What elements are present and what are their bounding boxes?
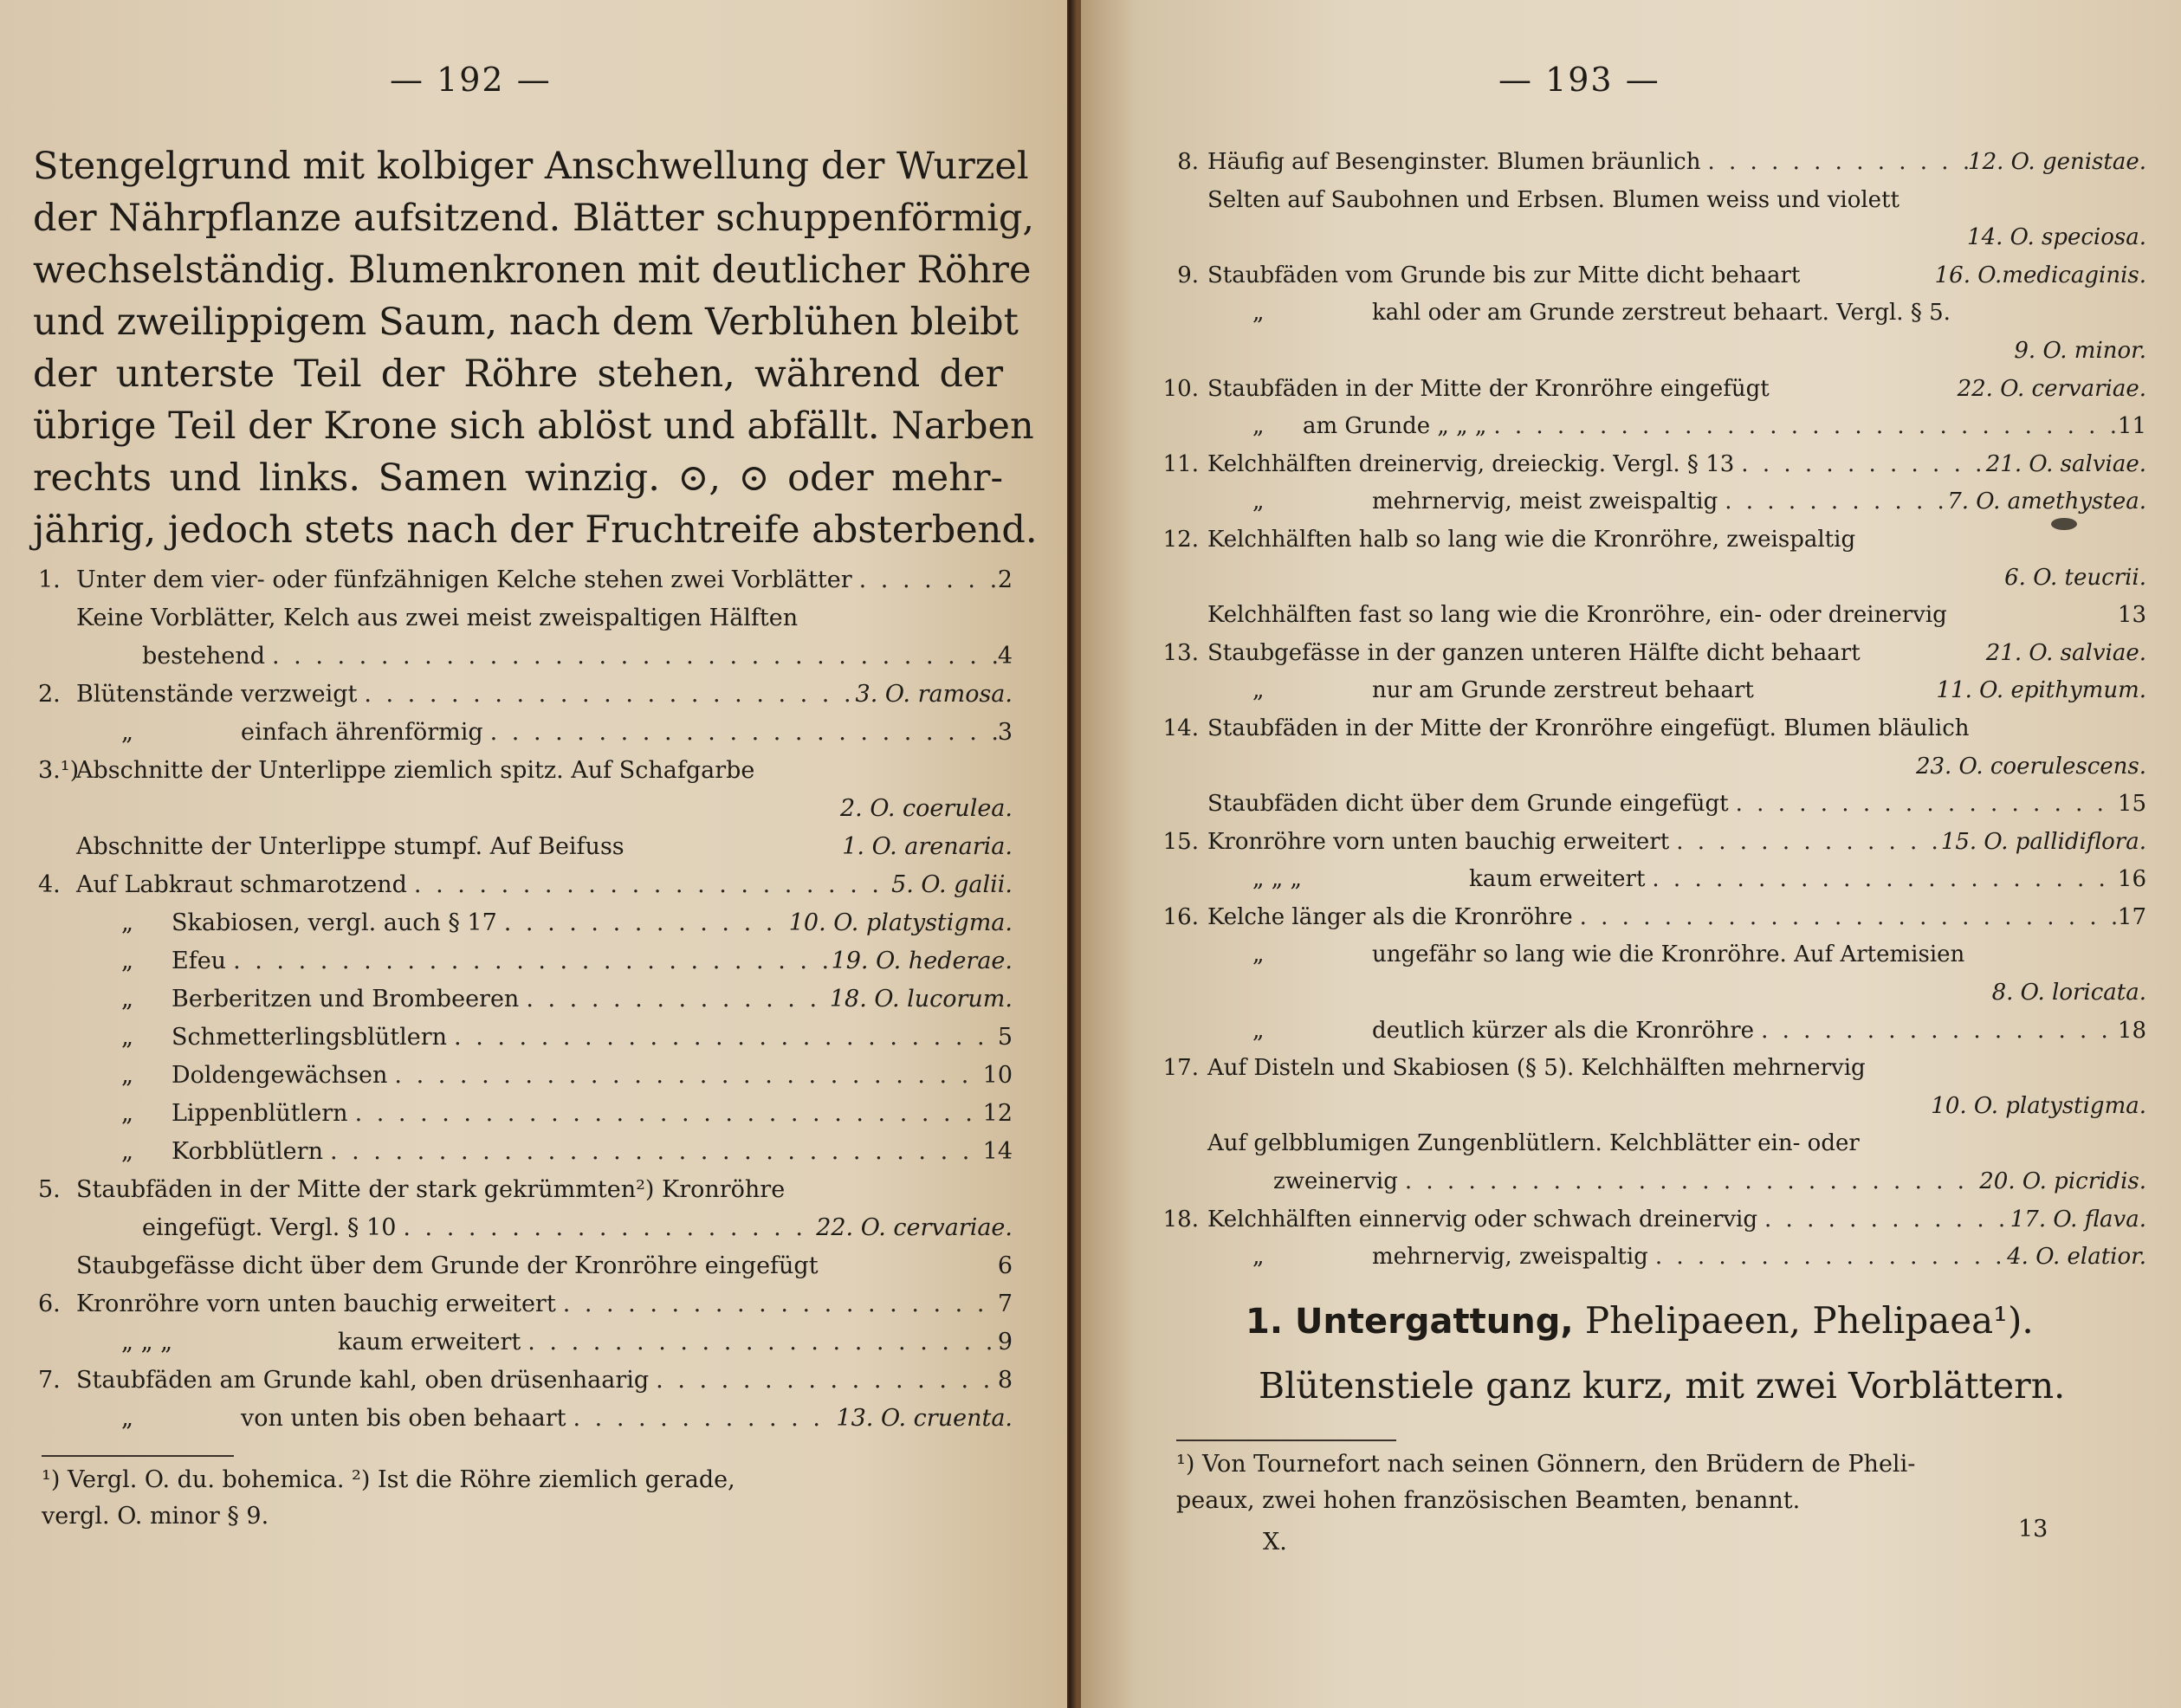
identification-key xyxy=(1150,144,2146,1277)
ditto-mark: „ xyxy=(121,1062,133,1089)
key-entry-result: 14 xyxy=(982,1138,1013,1165)
key-entry-result: 3. O. ramosa. xyxy=(855,681,1013,708)
key-entry-result: 2 xyxy=(997,566,1013,593)
leader-dots xyxy=(1734,446,1985,484)
key-entry xyxy=(1150,483,2146,521)
key-entry-result: 3 xyxy=(997,719,1013,746)
ditto-mark: „ xyxy=(121,948,133,974)
key-entry xyxy=(1150,1088,2146,1126)
footnote-line: vergl. O. minor § 9. xyxy=(42,1503,269,1530)
key-entry xyxy=(38,676,1013,714)
key-entry-result: 4 xyxy=(997,643,1013,670)
key-entry xyxy=(1150,710,2146,748)
key-entry xyxy=(1150,597,2146,635)
key-entry-text: Staubfäden vom Grunde bis zur Mitte dicht behaart xyxy=(1207,262,1801,288)
key-entry-number: 8. xyxy=(1177,149,1199,175)
key-entry-number: 2. xyxy=(38,681,61,708)
key-entry xyxy=(1150,294,2146,333)
leader-dots xyxy=(1669,824,1941,862)
subgenus-heading xyxy=(1246,1299,2034,1342)
key-entry-result: 22. O. cervariae. xyxy=(816,1214,1013,1241)
key-entry-result: 21. O. salviae. xyxy=(1985,639,2146,666)
footnote-line: ¹) Von Tournefort nach seinen Gönnern, den Brüdern de Pheli- xyxy=(1176,1451,1916,1478)
key-entry xyxy=(1150,521,2146,560)
key-entry-result: 20. O. picridis. xyxy=(1979,1168,2146,1195)
leader-dots xyxy=(1573,899,2118,937)
footnote xyxy=(42,1462,1020,1535)
key-entry xyxy=(38,1019,1013,1057)
key-entry-text: Staubfäden in der Mitte der Kronröhre eingefügt. Blumen bläulich xyxy=(1207,715,1970,741)
leader-dots xyxy=(649,1362,998,1400)
key-entry-number: 3.¹) xyxy=(38,757,80,784)
key-entry-text: Kelche länger als die Kronröhre xyxy=(1207,903,1573,930)
key-entry-number: 18. xyxy=(1162,1206,1199,1232)
key-entry-result: 10 xyxy=(982,1062,1013,1089)
key-entry-result: 18 xyxy=(2117,1017,2146,1044)
leader-dots xyxy=(348,1095,983,1133)
key-entry-result: 11 xyxy=(2117,413,2146,440)
key-entry-text: Staubgefässe dicht über dem Grunde der Kronröhre eingefügt xyxy=(76,1252,819,1279)
leader-dots xyxy=(1486,408,2118,446)
description-line: Stengelgrund mit kolbiger Anschwellung der Wurzel xyxy=(33,145,1029,188)
key-entry xyxy=(38,1057,1013,1095)
key-entry xyxy=(38,1323,1013,1362)
key-entry-number: 10. xyxy=(1162,375,1199,402)
key-entry-text: Kronröhre vorn unten bauchig erweitert xyxy=(76,1291,556,1317)
key-entry xyxy=(1150,786,2146,824)
key-entry-number: 1. xyxy=(38,566,61,593)
key-entry-text: Abschnitte der Unterlippe stumpf. Auf Beifuss xyxy=(76,833,625,860)
leader-dots xyxy=(1645,861,2118,899)
description-line: jährig, jedoch stets nach der Fruchtreife absterbend. xyxy=(33,508,1038,552)
key-entry xyxy=(1150,1013,2146,1051)
key-entry xyxy=(1150,635,2146,673)
key-entry xyxy=(38,980,1013,1019)
ditto-mark: „ xyxy=(1252,941,1265,968)
key-entry-text: zweinervig xyxy=(1273,1168,1398,1195)
key-entry xyxy=(38,637,1013,676)
key-entry-text: nur am Grunde zerstreut behaart xyxy=(1372,677,1754,704)
ditto-mark: „ xyxy=(1252,413,1265,440)
key-entry xyxy=(1150,1201,2146,1239)
key-entry-text: deutlich kürzer als die Kronröhre xyxy=(1372,1017,1755,1044)
leader-dots xyxy=(387,1057,982,1095)
key-entry-text: Kelchhälften fast so lang wie die Kronröhre, ein- oder dreinervig xyxy=(1207,602,1947,629)
leader-dots xyxy=(265,637,998,676)
leader-dots xyxy=(1398,1163,1979,1201)
subgenus-heading-bold: 1. Untergattung, xyxy=(1246,1302,1574,1342)
ditto-mark: „ xyxy=(1252,300,1265,327)
key-entry-number: 9. xyxy=(1177,262,1199,288)
key-entry-number: 15. xyxy=(1162,828,1199,855)
leader-dots xyxy=(1757,1201,2010,1239)
key-entry-number: 6. xyxy=(38,1291,61,1317)
genus-description xyxy=(33,140,1038,556)
leader-dots xyxy=(1718,483,1947,521)
key-entry-result: 6. O. teucrii. xyxy=(2004,564,2146,591)
footnote-rule xyxy=(42,1455,234,1457)
key-entry-text: eingefügt. Vergl. § 10 xyxy=(142,1214,397,1241)
key-entry-result: 16 xyxy=(2117,866,2146,893)
key-entry-result: 12. O. genistae. xyxy=(1968,149,2146,175)
key-entry-result: 15. O. pallidiflora. xyxy=(1940,828,2146,855)
key-entry xyxy=(38,714,1013,752)
leader-dots xyxy=(396,1209,816,1247)
key-entry-text: Häufig auf Besenginster. Blumen bräunlich xyxy=(1207,149,1701,175)
key-entry xyxy=(38,599,1013,637)
key-entry-text: Blütenstände verzweigt xyxy=(76,681,358,708)
subgenus-description: Blütenstiele ganz kurz, mit zwei Vorblättern. xyxy=(1259,1365,2066,1407)
leader-dots xyxy=(1729,786,2118,824)
key-entry-result: 22. O. cervariae. xyxy=(1957,375,2146,402)
ditto-mark: „ xyxy=(121,1405,133,1432)
key-entry-number: 4. xyxy=(38,871,61,898)
key-entry-text: Schmetterlingsblütlern xyxy=(172,1024,448,1051)
leader-dots xyxy=(1700,144,1968,182)
key-entry xyxy=(38,1362,1013,1400)
ditto-mark: „ xyxy=(121,909,133,936)
key-entry xyxy=(1150,1125,2146,1163)
sheet-number: 13 xyxy=(2018,1516,2048,1543)
description-line: übrige Teil der Krone sich ablöst und abfällt. Narben xyxy=(33,404,1034,448)
key-entry-number: 16. xyxy=(1162,903,1199,930)
key-entry-text: Staubfäden dicht über dem Grunde eingefügt xyxy=(1207,791,1729,818)
key-entry-result: 5. O. galii. xyxy=(891,871,1013,898)
page-number: — 193 — xyxy=(1498,61,1660,99)
key-entry-text: Efeu xyxy=(172,948,227,974)
key-entry xyxy=(1150,936,2146,974)
key-entry xyxy=(1150,672,2146,710)
key-entry-text: bestehend xyxy=(142,643,265,670)
key-entry-result: 8. O. loricata. xyxy=(1991,980,2146,1006)
key-entry-result: 17. O. flava. xyxy=(2009,1206,2146,1232)
key-entry xyxy=(1150,257,2146,295)
key-entry xyxy=(1150,861,2146,899)
key-entry xyxy=(38,942,1013,980)
key-entry-text: Berberitzen und Brombeeren xyxy=(172,986,520,1013)
key-entry xyxy=(1150,144,2146,182)
leader-dots xyxy=(497,904,789,942)
key-entry-text: Korbblütlern xyxy=(172,1138,323,1165)
key-entry-result: 4. O. elatior. xyxy=(2007,1244,2146,1271)
footnote-line: peaux, zwei hohen französischen Beamten, benannt. xyxy=(1176,1487,1801,1514)
key-entry xyxy=(1150,182,2146,220)
ditto-mark: „ xyxy=(1252,677,1265,704)
key-entry-text: Selten auf Saubohnen und Erbsen. Blumen weiss und violett xyxy=(1207,186,1899,213)
key-entry-text: Lippenblütlern xyxy=(172,1100,348,1127)
footnote-line: ¹) Vergl. O. du. bohemica. ²) Ist die Röhre ziemlich gerade, xyxy=(42,1466,735,1493)
ditto-mark: „ xyxy=(1252,1017,1265,1044)
key-entry-text: Unter dem vier- oder fünfzähnigen Kelche stehen zwei Vorblätter xyxy=(76,566,852,593)
key-entry-result: 8 xyxy=(997,1367,1013,1394)
key-entry-result: 1. O. arenaria. xyxy=(842,833,1013,860)
identification-key xyxy=(38,561,1013,1438)
description-line: der Nährpflanze aufsitzend. Blätter schuppenförmig, xyxy=(33,197,1035,240)
key-entry-text: kaum erweitert xyxy=(1469,866,1646,893)
signature-mark: X. xyxy=(1263,1529,1287,1556)
key-entry-text: Staubfäden in der Mitte der stark gekrümmten²) Kronröhre xyxy=(76,1176,786,1203)
key-entry-text: Skabiosen, vergl. auch § 17 xyxy=(172,909,497,936)
key-entry xyxy=(1150,560,2146,598)
key-entry xyxy=(38,904,1013,942)
key-entry-text: kaum erweitert xyxy=(338,1329,521,1355)
leader-dots xyxy=(407,866,891,904)
key-entry-result: 9. O. minor. xyxy=(2014,337,2146,364)
ditto-mark: „ xyxy=(121,719,133,746)
key-entry-text: Auf Disteln und Skabiosen (§ 5). Kelchhälften mehrnervig xyxy=(1207,1055,1866,1082)
key-entry-result: 9 xyxy=(997,1329,1013,1355)
ditto-mark: „ xyxy=(121,1024,133,1051)
key-entry-text: Kelchhälften halb so lang wie die Kronröhre, zweispaltig xyxy=(1207,526,1856,553)
left-page xyxy=(0,0,1067,1708)
key-entry-result: 12 xyxy=(982,1100,1013,1127)
key-entry-text: mehrnervig, meist zweispaltig xyxy=(1372,488,1718,515)
description-line: der unterste Teil der Röhre stehen, während der xyxy=(33,353,1003,396)
key-entry xyxy=(38,790,1013,828)
description-line: wechselständig. Blumenkronen mit deutlicher Röhre xyxy=(33,249,1032,292)
key-entry xyxy=(1150,446,2146,484)
leader-dots xyxy=(357,676,855,714)
key-entry xyxy=(38,866,1013,904)
leader-dots xyxy=(852,561,998,599)
ditto-mark: „ „ „ xyxy=(121,1329,173,1355)
leader-dots xyxy=(566,1400,837,1438)
key-entry xyxy=(38,828,1013,866)
key-entry-result: 14. O. speciosa. xyxy=(1967,224,2146,251)
key-entry xyxy=(38,1171,1013,1209)
key-entry-text: Auf Labkraut schmarotzend xyxy=(76,871,407,898)
key-entry-text: einfach ährenförmig xyxy=(241,719,483,746)
leader-dots xyxy=(1754,1013,2118,1051)
key-entry xyxy=(38,1285,1013,1323)
ink-smudge xyxy=(2051,518,2077,530)
key-entry-result: 15 xyxy=(2117,791,2146,818)
key-entry-result: 13 xyxy=(2117,602,2146,629)
key-entry-text: Kelchhälften einnervig oder schwach dreinervig xyxy=(1207,1206,1758,1232)
key-entry-result: 21. O. salviae. xyxy=(1985,450,2146,477)
key-entry-result: 2. O. coerulea. xyxy=(839,795,1013,822)
key-entry-text: am Grunde „ „ „ xyxy=(1303,413,1487,440)
ditto-mark: „ xyxy=(1252,1244,1265,1271)
key-entry-result: 10. O. platystigma. xyxy=(788,909,1013,936)
key-entry-result: 7 xyxy=(997,1291,1013,1317)
page-number: — 192 — xyxy=(390,61,552,99)
right-page xyxy=(1081,0,2181,1708)
key-entry xyxy=(1150,1050,2146,1088)
key-entry-result: 11. O. epithymum. xyxy=(1936,677,2146,704)
key-entry-result: 6 xyxy=(997,1252,1013,1279)
key-entry-text: mehrnervig, zweispaltig xyxy=(1372,1244,1648,1271)
key-entry-number: 14. xyxy=(1162,715,1199,741)
key-entry-text: Abschnitte der Unterlippe ziemlich spitz. Auf Schafgarbe xyxy=(76,757,755,784)
footnote xyxy=(1176,1446,2164,1519)
key-entry-text: Doldengewächsen xyxy=(172,1062,388,1089)
key-entry-number: 12. xyxy=(1162,526,1199,553)
key-entry-number: 17. xyxy=(1162,1055,1199,1082)
key-entry-number: 11. xyxy=(1162,450,1199,477)
key-entry-text: ungefähr so lang wie die Kronröhre. Auf Artemisien xyxy=(1372,941,1965,968)
key-entry-text: Kronröhre vorn unten bauchig erweitert xyxy=(1207,828,1670,855)
description-line: und zweilippigem Saum, nach dem Verblühen bleibt xyxy=(33,301,1019,344)
key-entry-text: Staubgefässe in der ganzen unteren Hälfte dicht behaart xyxy=(1207,639,1861,666)
key-entry-number: 5. xyxy=(38,1176,61,1203)
key-entry xyxy=(1150,748,2146,786)
key-entry-result: 17 xyxy=(2117,903,2146,930)
footnote-rule xyxy=(1176,1440,1396,1441)
leader-dots xyxy=(1648,1239,2007,1277)
ditto-mark: „ xyxy=(121,986,133,1013)
description-line: rechts und links. Samen winzig. ⊙, ⊙ oder mehr- xyxy=(33,456,1003,500)
key-entry xyxy=(38,1209,1013,1247)
key-entry xyxy=(1150,974,2146,1013)
leader-dots xyxy=(519,980,830,1019)
leader-dots xyxy=(226,942,831,980)
key-entry-number: 7. xyxy=(38,1367,61,1394)
key-entry xyxy=(1150,1239,2146,1277)
key-entry-result: 19. O. hederae. xyxy=(831,948,1013,974)
key-entry-result: 18. O. lucorum. xyxy=(829,986,1013,1013)
key-entry-text: Staubfäden in der Mitte der Kronröhre eingefügt xyxy=(1207,375,1770,402)
key-entry-result: 16. O.medicaginis. xyxy=(1934,262,2146,288)
key-entry-text: Keine Vorblätter, Kelch aus zwei meist zweispaltigen Hälften xyxy=(76,605,799,631)
key-entry-result: 5 xyxy=(997,1024,1013,1051)
key-entry xyxy=(38,561,1013,599)
key-entry xyxy=(38,1400,1013,1438)
key-entry-number: 13. xyxy=(1162,639,1199,666)
key-entry xyxy=(1150,824,2146,862)
ditto-mark: „ „ „ xyxy=(1252,866,1302,893)
leader-dots xyxy=(447,1019,998,1057)
key-entry xyxy=(1150,408,2146,446)
key-entry xyxy=(38,752,1013,790)
key-entry-text: Staubfäden am Grunde kahl, oben drüsenhaarig xyxy=(76,1367,650,1394)
leader-dots xyxy=(556,1285,998,1323)
subgenus-heading-rest: Phelipaeen, Phelipaea¹). xyxy=(1573,1299,2034,1342)
key-entry xyxy=(1150,333,2146,371)
key-entry-result: 13. O. cruenta. xyxy=(836,1405,1013,1432)
ditto-mark: „ xyxy=(121,1100,133,1127)
key-entry xyxy=(1150,899,2146,937)
key-entry xyxy=(1150,371,2146,409)
key-entry xyxy=(1150,219,2146,257)
key-entry-text: von unten bis oben behaart xyxy=(241,1405,566,1432)
key-entry-text: Auf gelbblumigen Zungenblütlern. Kelchblätter ein- oder xyxy=(1207,1130,1860,1157)
key-entry-result: 23. O. coerulescens. xyxy=(1915,753,2146,780)
key-entry xyxy=(1150,1163,2146,1201)
leader-dots xyxy=(483,714,998,752)
ditto-mark: „ xyxy=(1252,488,1265,515)
leader-dots xyxy=(521,1323,998,1362)
key-entry-text: Kelchhälften dreinervig, dreieckig. Vergl. § 13 xyxy=(1207,450,1735,477)
key-entry-result: 7. O. amethystea. xyxy=(1947,488,2146,515)
key-entry xyxy=(38,1247,1013,1285)
key-entry xyxy=(38,1133,1013,1171)
leader-dots xyxy=(323,1133,983,1171)
ditto-mark: „ xyxy=(121,1138,133,1165)
key-entry xyxy=(38,1095,1013,1133)
key-entry-result: 10. O. platystigma. xyxy=(1931,1092,2146,1119)
key-entry-text: kahl oder am Grunde zerstreut behaart. Vergl. § 5. xyxy=(1372,300,1951,327)
